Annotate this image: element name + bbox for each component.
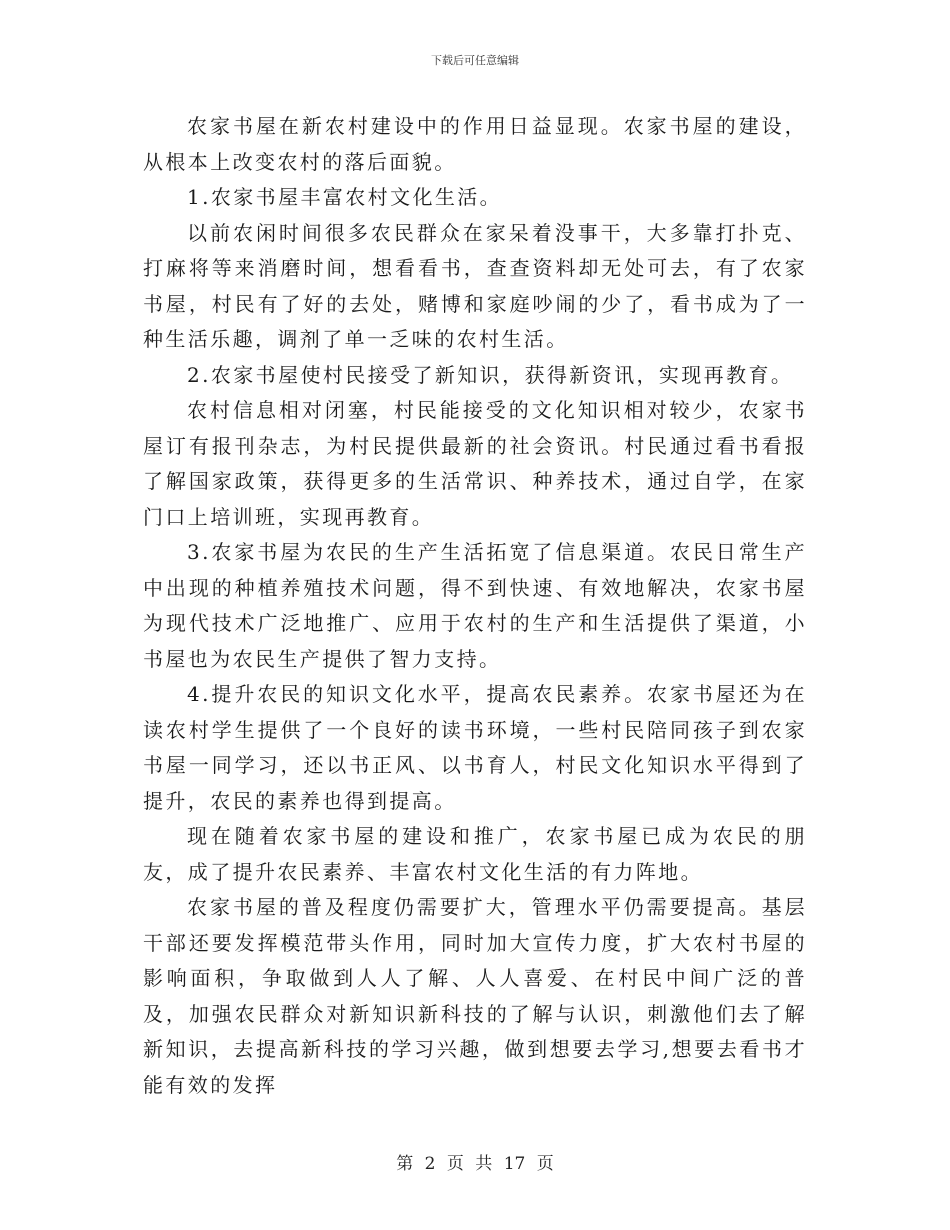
page-number-footer: 第 2 页 共 17 页 (396, 1154, 554, 1174)
heading-point-1: 1.农家书屋丰富农村文化生活。 (187, 185, 503, 209)
paragraph-point-1: 以前农闲时间很多农民群众在家呆着没事干，大多靠打扑克、打麻将等来消磨时间，想看看书，查查资料却无处可去，有了农家书屋，村民有了好的去处，赌博和家庭吵闹的少了，看书成为了一种生活乐趣，调剂了单一乏味的农村生活。 (143, 220, 807, 351)
paragraph-point-2: 农村信息相对闭塞，村民能接受的文化知识相对较少，农家书屋订有报刊杂志，为村民提供最新的社会资讯。村民通过看书看报了解国家政策，获得更多的生活常识、种养技术，通过自学，在家门口上培训班，实现再教育。 (143, 398, 807, 529)
page-header: 下载后可任意编辑 (431, 54, 519, 67)
paragraph-summary: 现在随着农家书屋的建设和推广，农家书屋已成为农民的朋友，成了提升农民素养、丰富农村文化生活的有力阵地。 (143, 824, 807, 884)
paragraph-point-4: 4.提升农民的知识文化水平，提高农民素养。农家书屋还为在读农村学生提供了一个良好的读书环境，一些村民陪同孩子到农家书屋一同学习，还以书正风、以书育人，村民文化知识水平得到了提升，农民的素养也得到提高。 (143, 682, 807, 813)
heading-point-2: 2.农家书屋使村民接受了新知识，获得新资讯，实现再教育。 (187, 362, 794, 387)
paragraph-point-3: 3.农家书屋为农民的生产生活拓宽了信息渠道。农民日常生产中出现的种植养殖技术问题，得不到快速、有效地解决，农家书屋为现代技术广泛地推广、应用于农村的生产和生活提供了渠道，小书屋也为农民生产提供了智力支持。 (143, 540, 807, 671)
paragraph-intro: 农家书屋在新农村建设中的作用日益显现。农家书屋的建设，从根本上改变农村的落后面貌。 (143, 114, 807, 174)
document-body (143, 109, 807, 1103)
paragraph-recommendation: 农家书屋的普及程度仍需要扩大，管理水平仍需要提高。基层干部还要发挥模范带头作用，同时加大宣传力度，扩大农村书屋的影响面积，争取做到人人了解、人人喜爱、在村民中间广泛的普及，加强农民群众对新知识新科技的了解与认识，刺激他们去了解新知识，去提高新科技的学习兴趣，做到想要去学习,想要去看书才能有效的发挥 (143, 895, 807, 1097)
